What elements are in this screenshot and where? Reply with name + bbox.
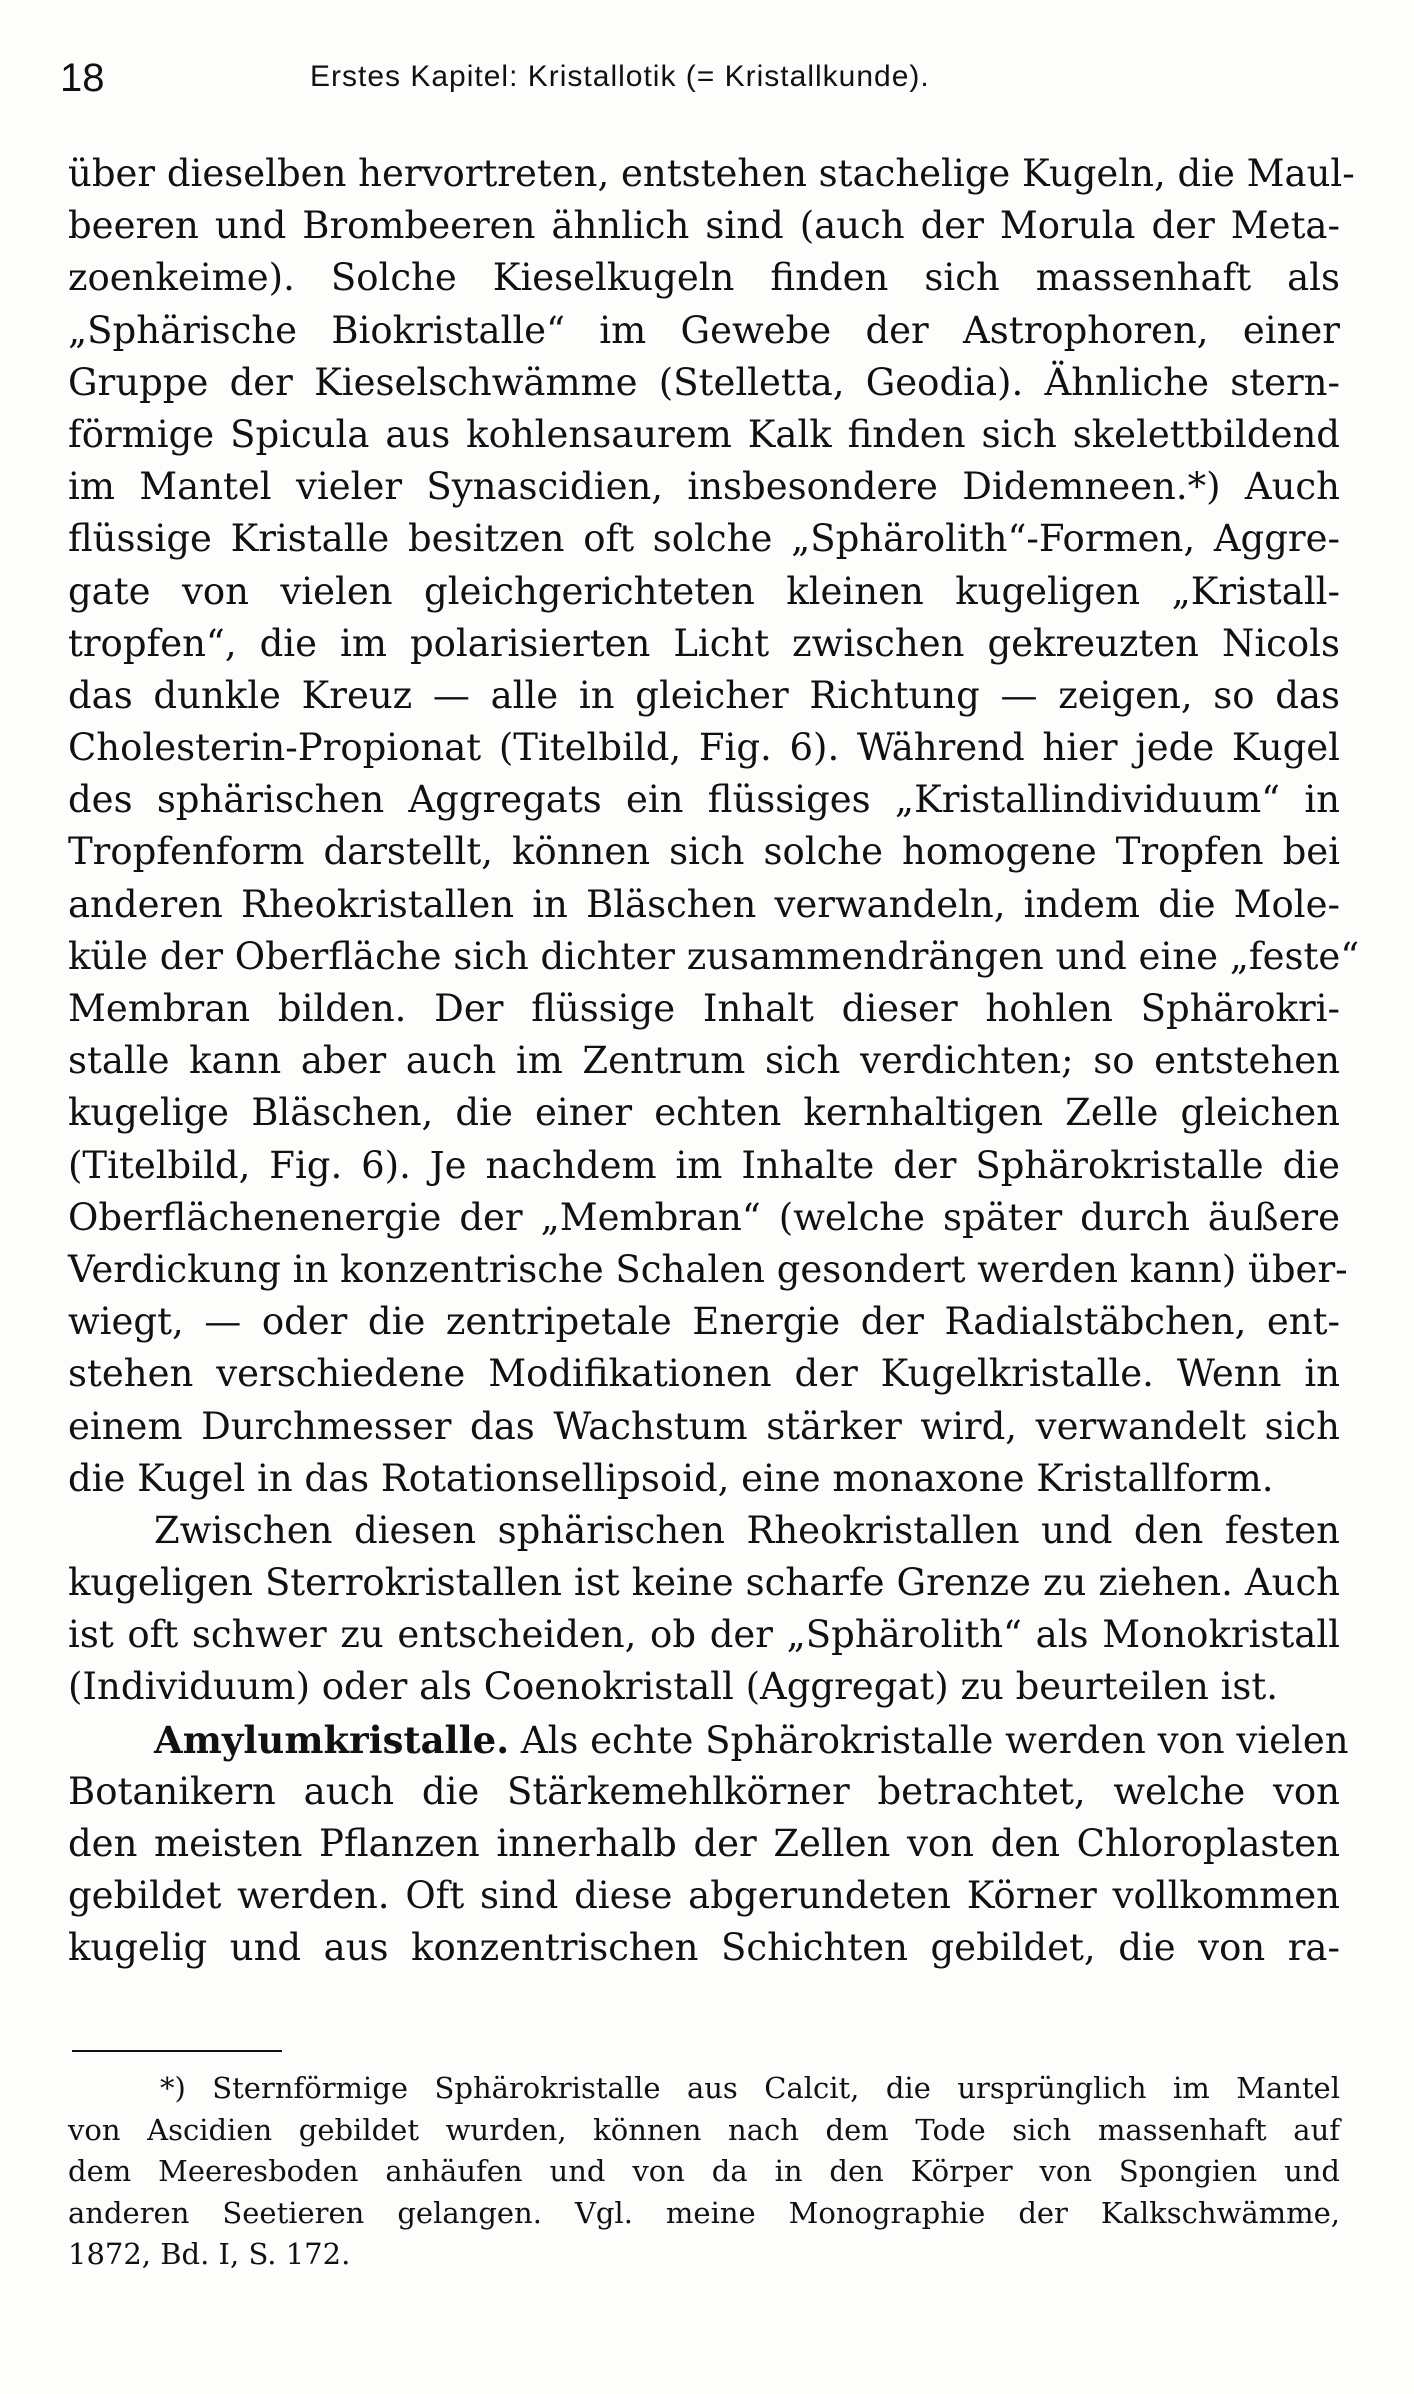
text-line: Oberflächenenergie der „Membran“ (welche später durch äußere [68,1195,1340,1239]
text-line: gebildet werden. Oft sind diese abgerundeten Körner vollkommen [68,1874,1340,1918]
footnote-line: dem Meeresboden anhäufen und von da in den Körper von Spongien und [68,2154,1340,2188]
text-line: Tropfenform darstellt, können sich solche homogene Tropfen bei [68,830,1340,874]
text-line: Botanikern auch die Stärkemehlkörner betrachtet, welche von [68,1769,1340,1813]
running-head: Erstes Kapitel: Kristallotik (= Kristallkunde). [310,60,930,93]
text-line: die Kugel in das Rotationsellipsoid, eine monaxone Kristallform. [68,1456,1274,1500]
section-heading: Amylumkristalle. [154,1717,510,1762]
text-line: Cholesterin-Propionat (Titelbild, Fig. 6). Während hier jede Kugel [68,726,1340,770]
body-text [68,148,1360,1975]
page-header [60,56,1350,116]
text-line: Zwischen diesen sphärischen Rheokristallen und den festen [154,1508,1340,1552]
footnote-line: 1872, Bd. I, S. 172. [68,2237,351,2271]
text-line: ist oft schwer zu entscheiden, ob der „Sphärolith“ als Monokristall [68,1613,1340,1657]
text-line: zoenkeime). Solche Kieselkugeln finden sich massenhaft als [68,256,1340,300]
text-line: „Sphärische Biokristalle“ im Gewebe der Astrophoren, einer [68,308,1340,352]
text-line: förmige Spicula aus kohlensaurem Kalk finden sich skelettbildend [68,412,1340,456]
text-line: stehen verschiedene Modifikationen der Kugelkristalle. Wenn in [68,1352,1340,1396]
text-line: anderen Rheokristallen in Bläschen verwandeln, indem die Mole- [68,882,1340,926]
text-line: küle der Oberfläche sich dichter zusammendrängen und eine „feste“ [68,934,1360,978]
footnote-line: von Ascidien gebildet wurden, können nach dem Tode sich massenhaft auf [68,2112,1340,2147]
text-line: einem Durchmesser das Wachstum stärker wird, verwandelt sich [68,1404,1340,1448]
text-line: Gruppe der Kieselschwämme (Stelletta, Geodia). Ähnliche stern- [68,360,1340,404]
text-line-with-heading [68,1714,1349,1766]
footnote-line: anderen Seetieren gelangen. Vgl. meine Monographie der Kalkschwämme, [68,2195,1340,2230]
text-line: Verdickung in konzentrische Schalen gesondert werden kann) über- [68,1247,1348,1291]
text-line-rest: Als echte Sphärokristalle werden von vielen [520,1718,1349,1762]
text-line: kugelige Bläschen, die einer echten kernhaltigen Zelle gleichen [68,1091,1340,1135]
text-line: den meisten Pflanzen innerhalb der Zellen von den Chloroplasten [68,1822,1340,1865]
text-line: (Individuum) oder als Coenokristall (Aggregat) zu beurteilen ist. [68,1665,1279,1709]
text-line: des sphärischen Aggregats ein flüssiges „Kristallindividuum“ in [68,778,1340,822]
text-line: Membran bilden. Der flüssige Inhalt dieser hohlen Sphärokri- [68,987,1340,1030]
text-line: beeren und Brombeeren ähnlich sind (auch der Morula der Meta- [68,204,1340,248]
text-line: das dunkle Kreuz — alle in gleicher Richtung — zeigen, so das [68,673,1340,717]
footnote [68,2068,1340,2276]
text-line: wiegt, — oder die zentripetale Energie der Radialstäbchen, ent- [68,1300,1340,1344]
footnote-divider [72,2050,282,2052]
text-line: kugelig und aus konzentrischen Schichten gebildet, die von ra- [68,1926,1340,1970]
text-line: stalle kann aber auch im Zentrum sich verdichten; so entstehen [68,1039,1340,1083]
text-line: gate von vielen gleichgerichteten kleinen kugeligen „Kristall- [68,569,1340,613]
text-line: tropfen“, die im polarisierten Licht zwischen gekreuzten Nicols [68,621,1340,665]
text-line: über dieselben hervortreten, entstehen stachelige Kugeln, die Maul- [68,152,1355,195]
text-line: kugeligen Sterrokristallen ist keine scharfe Grenze zu ziehen. Auch [68,1561,1340,1605]
page-number: 18 [60,56,105,100]
text-line: (Titelbild, Fig. 6). Je nachdem im Inhalte der Sphärokristalle die [68,1143,1340,1187]
text-line: im Mantel vieler Synascidien, insbesondere Didemneen.*) Auch [68,465,1340,509]
footnote-line: *) Sternförmige Sphärokristalle aus Calcit, die ursprünglich im Mantel [160,2071,1340,2105]
text-line: flüssige Kristalle besitzen oft solche „Sphärolith“-Formen, Aggre- [68,517,1340,561]
